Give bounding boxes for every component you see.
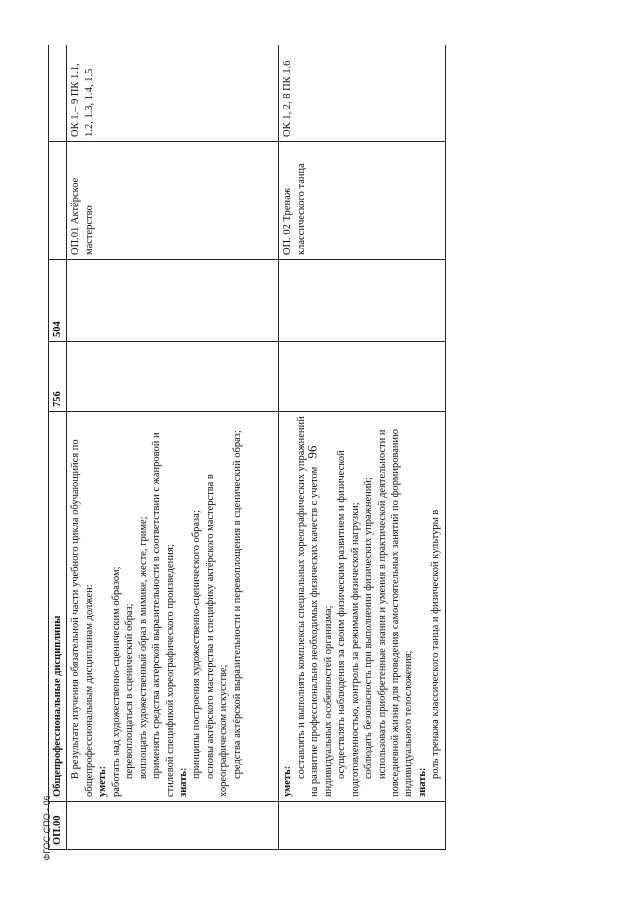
- intro-text: В результате изучения обязательной части учебного цикла обучающийся по общепрофессиональным дисциплинам должен:: [70, 439, 95, 797]
- competencies: ОК 1, 2, 8 ПК 1.6: [279, 45, 445, 142]
- list-item: роль тренажа классического танца и физической культуры в: [430, 509, 442, 779]
- list-item: работать над художественно-сценическим образом;: [110, 566, 122, 797]
- table-header-row: [49, 45, 67, 850]
- list-item: принципы построения художественно-сценического образа;: [191, 510, 203, 779]
- cell-empty: [279, 260, 445, 342]
- curriculum-table: [48, 45, 446, 850]
- table-row: [67, 45, 279, 850]
- discipline-name: ОП. 02 Тренаж классического танца: [279, 142, 445, 260]
- list-item: применять средства актерской выразительности в соответствии с жанровой и стилевой спецификой хореографического произведения;: [151, 432, 176, 797]
- umet-label: уметь:: [97, 765, 109, 797]
- cell-empty: [279, 342, 445, 412]
- footer-label: ФГОС СПО - 06: [42, 795, 52, 861]
- header-code: ОП.00: [49, 802, 67, 850]
- header-hours-class: 504: [49, 260, 67, 342]
- cell-empty: [279, 802, 445, 850]
- list-item: соблюдать безопасность при выполнении физических упражнений;: [363, 477, 375, 779]
- umet-label: уметь:: [282, 765, 294, 797]
- list-item: осуществлять наблюдения за своим физическим развитием и физической подготовленностью, контроль за режимами физической нагрузки;: [336, 450, 361, 797]
- page-number: 96: [305, 445, 320, 459]
- list-item: перевоплощаться в сценический образ;: [124, 603, 136, 779]
- competencies: ОК 1.– 9 ПК 1.1, 1.2, 1.3, 1.4, 1.5: [67, 45, 279, 142]
- discipline-name: ОП.01 Актёрское мастерство: [67, 142, 279, 260]
- cell-content: [67, 412, 279, 802]
- header-title: Общепрофессиональные дисциплины: [49, 412, 67, 802]
- header-hours-max: 756: [49, 342, 67, 412]
- cell-empty: [67, 260, 279, 342]
- rotated-sheet: [48, 45, 601, 850]
- list-item: основы актёрского мастерства и специфику актёрского мастерства в хореографическом искусстве;: [204, 474, 230, 797]
- header-empty-6: [49, 45, 67, 142]
- cell-empty: [67, 342, 279, 412]
- list-item: использовать приобретенные знания и умения в практической деятельности и повседневной жизни для проведения самостоятельных занятий по формированию индивидуального телосложения;: [376, 428, 415, 797]
- rotated-content: [48, 45, 601, 850]
- list-item: составлять и выполнять комплексы специальных хореографических упражнений на развитие профессионально необходимых физических качеств с учетом индивидуальных особенностей организма;: [295, 416, 334, 797]
- list-item: средства актёрской выразительности и перевоплощения в сценический образ;: [231, 430, 243, 779]
- header-empty-5: [49, 142, 67, 260]
- table-row: [279, 45, 445, 850]
- cell-empty: [67, 802, 279, 850]
- znat-label: знать:: [177, 767, 189, 797]
- list-item: воплощать художественный образ в мимике, жесте, гриме;: [137, 516, 149, 779]
- znat-label: знать:: [416, 767, 428, 797]
- cell-content: [279, 412, 445, 802]
